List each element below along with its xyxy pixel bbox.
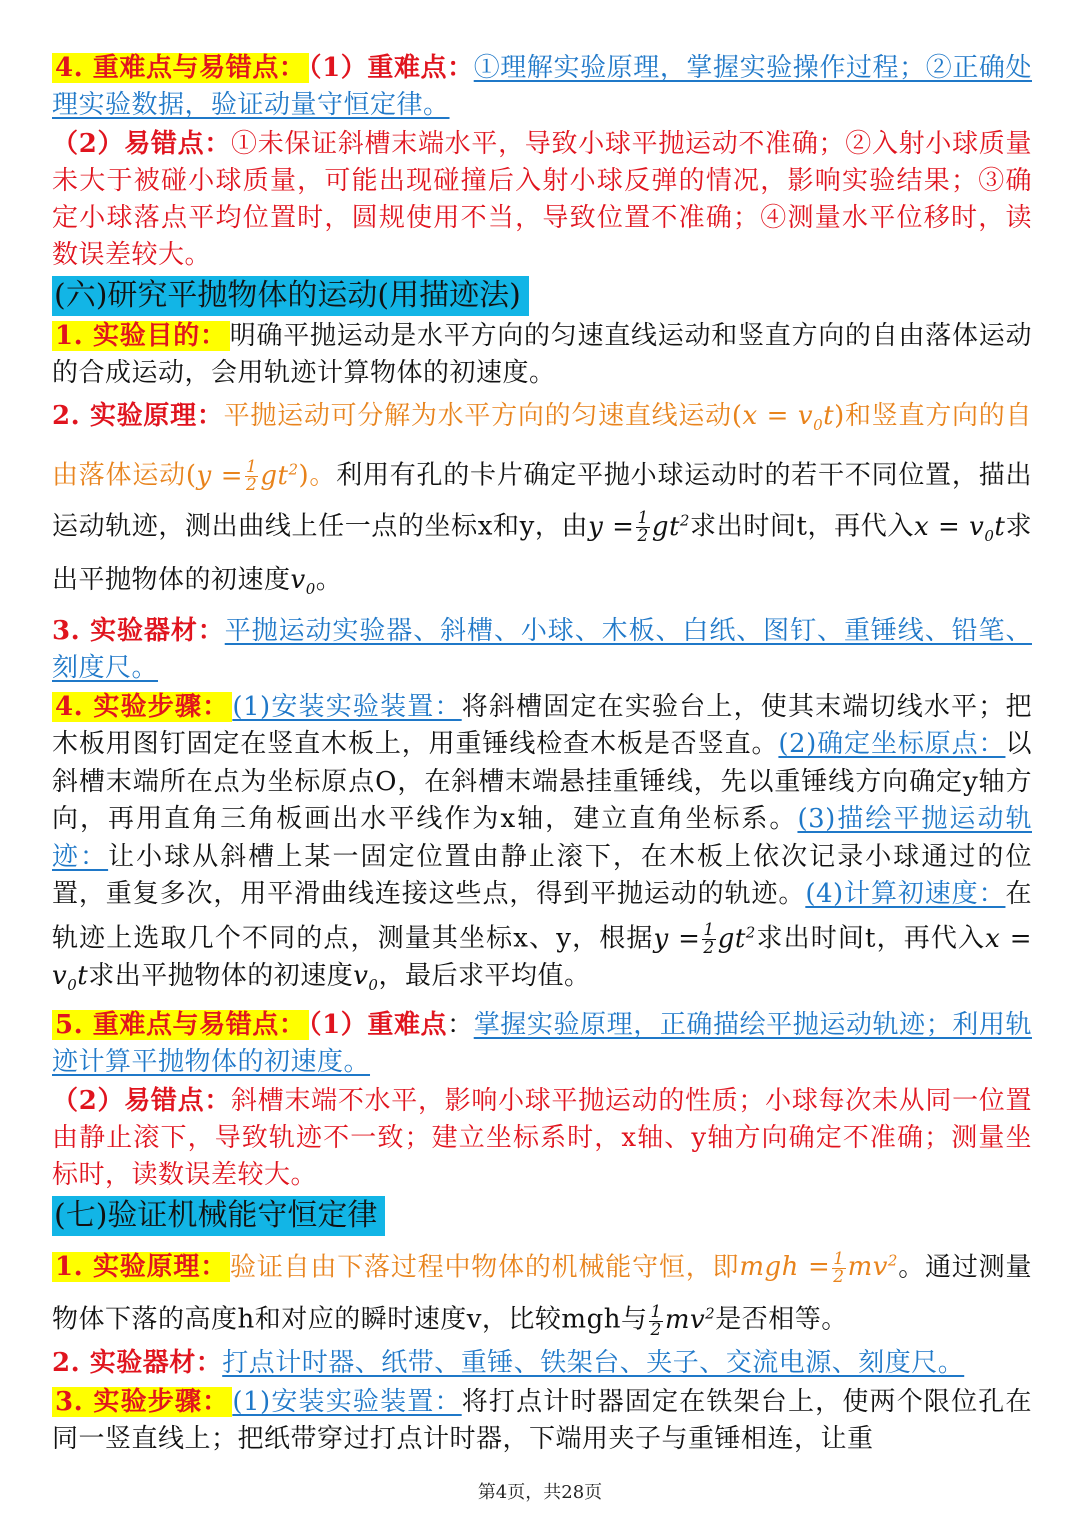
- formula-t: t: [823, 401, 835, 431]
- block4-sub1: （1）重难点：: [308, 53, 474, 83]
- s6-steps: [52, 689, 1032, 1005]
- s7-step1-text: 将打点计时器固定在铁架台上，使两个限位孔在同一竖直线上；把纸带穿过打点计时器，下端用夹子与重锤相连，让重: [52, 1387, 1032, 1455]
- formula-y-half-gt2: [196, 457, 299, 496]
- section7-title: (七)验证机械能守恒定律: [52, 1196, 385, 1236]
- formula-sub0: 0: [67, 976, 78, 995]
- s6-step4-a: 在轨迹上选取几个不同的点，测量其坐标x、y，根据: [52, 879, 1032, 954]
- s6-step4-d: ，最后求平均值。: [378, 961, 591, 992]
- s6-principle-e: 求出时间t，再代入: [689, 511, 914, 542]
- formula-x-part: x = v: [913, 511, 985, 542]
- formula-y-part: y =: [653, 923, 701, 954]
- fraction-den: 2: [703, 938, 715, 959]
- s6-step2-text: 以斜槽末端所在点为坐标原点O，在斜槽末端悬挂重锤线，先以重锤线方向确定y轴方向，再用直角三角板画出水平线作为x轴，建立直角坐标系。: [52, 729, 1032, 835]
- s7-principle-label: 1. 实验原理：: [52, 1252, 230, 1282]
- s6-step4-title: (4)计算初速度：: [805, 879, 1006, 910]
- s6-principle-g: 。: [315, 564, 343, 595]
- block4-paragraph: [52, 50, 1032, 124]
- formula-sub0: 0: [984, 526, 995, 545]
- formula-sub0: 0: [368, 976, 379, 995]
- fraction-num: 1: [637, 508, 649, 528]
- s6-step3-title: (3)描绘平抛运动轨迹：: [52, 804, 1032, 872]
- s7-principle-b: 。通过测量物体下落的高度h和对应的瞬时速度v，比较mgh与: [52, 1252, 1032, 1336]
- formula-mgh: mgh: [739, 1252, 799, 1283]
- s7-steps: [52, 1384, 1032, 1458]
- fraction-den: 2: [650, 1319, 662, 1340]
- s6-step1-title: (1)安装实验装置：: [232, 691, 462, 722]
- s6-principle-d: 利用有孔的卡片确定平抛小球运动时的若干不同位置，描出运动轨迹，测出曲线上任一点的坐标x和y，由: [52, 460, 1032, 542]
- fraction-num: 1: [833, 1248, 845, 1269]
- s6-key-text2: 斜槽末端不水平，影响小球平抛运动的性质；小球每次未从同一位置由静止滚下，导致轨迹不一致；建立坐标系时，x轴、y轴方向确定不准确；测量坐标时，读数误差较大。: [52, 1085, 1032, 1190]
- s7-step1-title: (1)安装实验装置：: [232, 1387, 462, 1418]
- formula-x-v0t-b: [913, 511, 1006, 545]
- s6-equip-label: 3. 实验器材：: [52, 615, 225, 646]
- section6-title: (六)研究平抛物体的运动(用描迹法): [52, 276, 529, 316]
- fraction-den: 2: [246, 475, 258, 496]
- formula-sq: 2: [745, 922, 756, 941]
- page-footer: 第4页，共28页: [477, 1482, 603, 1503]
- s6-step4-b: 求出时间t，再代入: [755, 923, 986, 954]
- s6-steps-label: 4. 实验步骤：: [52, 692, 232, 722]
- s6-principle-f: 求出平抛物体的初速度: [52, 511, 1032, 595]
- s6-purpose-text: 明确平抛运动是水平方向的匀速直线运动和竖直方向的自由落体运动的合成运动，会用轨迹计算物体的初速度。: [52, 321, 1032, 388]
- formula-sq: 2: [705, 1304, 716, 1323]
- fraction-num: 1: [650, 1301, 662, 1322]
- formula-sub0: 0: [305, 579, 316, 598]
- s6-key-sub2: （2）易错点：: [52, 1085, 232, 1116]
- block4-text2: ①未保证斜槽末端水平，导致小球平抛运动不准确；②入射小球质量未大于被碰小球质量，可能出现碰撞后入射小球反弹的情况，影响实验结果；③确定小球落点平均位置时，圆规使用不当，导致位置不准确；④测量水平位移时，读数误差较大。: [52, 129, 1032, 270]
- s6-key-text1: 掌握实验原理，正确描绘平抛运动轨迹；利用轨迹计算平抛物体的初速度。: [52, 1009, 1032, 1077]
- fraction-half: [636, 510, 649, 545]
- s6-principle-c: )。: [298, 460, 337, 491]
- s6-step3-text: 让小球从斜槽上某一固定位置由静止滚下，在木板上依次记录小球通过的位置，重复多次，用平滑曲线连接这些点，得到平抛运动的轨迹。: [52, 841, 1032, 910]
- s6-principle: [52, 394, 1032, 611]
- s6-principle-b: )和竖直方向的自由落体运动(: [52, 401, 1032, 491]
- fraction-half: [832, 1248, 845, 1287]
- fraction-num: 1: [703, 920, 715, 941]
- s6-principle-label: 2. 实验原理：: [52, 401, 224, 431]
- fraction-half: [702, 922, 715, 957]
- formula-half-mv2: [647, 1301, 716, 1340]
- formula-v: v: [290, 564, 306, 595]
- formula-v0-b: [353, 961, 379, 995]
- s6-key-sub1: （1）重难点: [308, 1009, 448, 1040]
- formula-v: v: [353, 961, 369, 992]
- s6-key-colon: ：: [447, 1009, 474, 1040]
- formula-t: t: [77, 961, 89, 992]
- formula-sq: 2: [679, 510, 690, 529]
- fraction-den: 2: [833, 1266, 845, 1287]
- s6-step4-c: 求出平抛物体的初速度: [88, 961, 354, 992]
- formula-mgh-half-mv2: [739, 1248, 898, 1287]
- block4-sub2: （2）易错点：: [52, 129, 232, 159]
- s6-step2-title: (2)确定坐标原点：: [778, 729, 1006, 760]
- s7-steps-label: 3. 实验步骤：: [52, 1387, 232, 1417]
- page-content: [52, 50, 1032, 1458]
- formula-mv: mv: [847, 1252, 888, 1283]
- formula-y-part: y =: [588, 511, 635, 542]
- s6-equip-text: 平抛运动实验器、斜槽、小球、木板、白纸、图钉、重锤线、铅笔、刻度尺。: [52, 615, 1032, 683]
- formula-gt: gt: [260, 460, 289, 491]
- fraction-half: [649, 1301, 662, 1340]
- s7-principle-c: 是否相等。: [715, 1305, 848, 1336]
- s7-equip-text: 打点计时器、纸带、重锤、铁架台、夹子、交流电源、刻度尺。: [222, 1348, 965, 1379]
- formula-t: t: [994, 511, 1006, 542]
- s7-principle: [52, 1238, 1032, 1343]
- fraction-den: 2: [637, 526, 649, 546]
- fraction-half: [245, 459, 258, 494]
- s6-step1-text: 将斜槽固定在实验台上，使其末端切线水平；把木板用图钉固定在竖直木板上，用重锤线检查木板是否竖直。: [52, 691, 1032, 760]
- formula-sq: 2: [288, 460, 299, 479]
- s6-key-label: 5. 重难点与易错点：: [52, 1010, 309, 1040]
- formula-y-half-gt2-c: [653, 920, 756, 959]
- formula-x-part: x = v: [742, 401, 814, 431]
- formula-x-v0t: [742, 401, 835, 435]
- s7-equip-label: 2. 实验器材：: [52, 1348, 223, 1379]
- s6-key-points: [52, 1007, 1032, 1081]
- formula-sub0: 0: [813, 416, 824, 435]
- formula-gt: gt: [717, 923, 746, 954]
- formula-gt: gt: [651, 511, 680, 542]
- formula-v0: [290, 564, 316, 598]
- formula-x-part: x = v: [52, 923, 1032, 992]
- fraction-num: 1: [246, 457, 258, 478]
- s6-purpose: [52, 318, 1032, 392]
- s7-principle-a: 验证自由下落过程中物体的机械能守恒，即: [230, 1252, 740, 1283]
- formula-mv: mv: [664, 1305, 706, 1336]
- block4-errors: [52, 126, 1032, 274]
- s7-equipment: [52, 1345, 1032, 1382]
- block4-text1: ①理解实验原理，掌握实验操作过程；②正确处理实验数据，验证动量守恒定律。: [52, 53, 1032, 120]
- s6-purpose-label: 1. 实验目的：: [52, 321, 230, 351]
- formula-y-part: y =: [196, 460, 244, 491]
- block4-label: 4. 重难点与易错点：: [52, 53, 309, 83]
- formula-y-half-gt2-b: [588, 508, 690, 546]
- s6-equipment: [52, 613, 1032, 687]
- s6-errors: [52, 1083, 1032, 1194]
- formula-eq: =: [807, 1252, 831, 1283]
- s6-principle-a: 平抛运动可分解为水平方向的匀速直线运动(: [223, 401, 743, 431]
- formula-sq: 2: [887, 1251, 898, 1270]
